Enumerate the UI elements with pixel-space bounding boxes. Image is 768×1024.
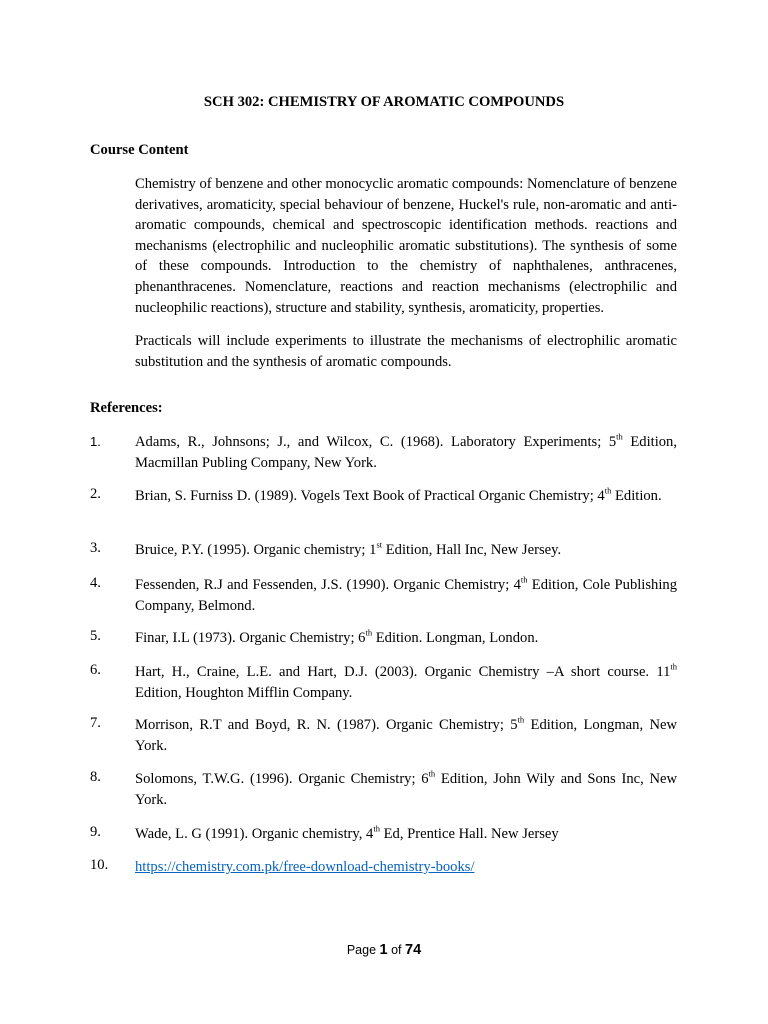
reference-text: Bruice, P.Y. (1995). Organic chemistry; 1st Edition, Hall Inc, New Jersey. bbox=[135, 539, 562, 558]
reference-text: Brian, S. Furniss D. (1989). Vogels Text Book of Practical Organic Chemistry; 4th Edition. bbox=[135, 485, 662, 504]
reference-text: Solomons, T.W.G. (1996). Organic Chemistry; 6th Edition, John Wily and Sons Inc, New York. bbox=[135, 768, 678, 808]
reference-number: 7. bbox=[90, 715, 101, 731]
total-pages: 74 bbox=[405, 942, 422, 958]
reference-number: 3. bbox=[90, 540, 101, 556]
reference-number: 4. bbox=[90, 575, 101, 591]
course-content-heading: Course Content bbox=[90, 142, 189, 158]
reference-text: Morrison, R.T and Boyd, R. N. (1987). Organic Chemistry; 5th Edition, Longman, New York. bbox=[135, 714, 678, 754]
reference-text: Wade, L. G (1991). Organic chemistry, 4th Ed, Prentice Hall. New Jersey bbox=[135, 823, 559, 842]
reference-number: 9. bbox=[90, 824, 101, 840]
reference-number: 2. bbox=[90, 486, 101, 502]
reference-number: 8. bbox=[90, 769, 101, 785]
reference-number: 10. bbox=[90, 857, 109, 873]
page-label: Page bbox=[346, 943, 377, 957]
of-label: of bbox=[391, 943, 402, 957]
page-number: 1 bbox=[379, 942, 388, 958]
page-footer bbox=[0, 942, 768, 958]
references-heading: References: bbox=[90, 400, 163, 416]
reference-number: 1. bbox=[90, 434, 101, 449]
reference-number: 6. bbox=[90, 662, 101, 678]
reference-text: Adams, R., Johnsons; J., and Wilcox, C. (1968). Laboratory Experiments; 5th Edition, Macmillan Publing Company, New York. bbox=[135, 431, 677, 471]
chemistry-books-link[interactable]: https://chemistry.com.pk/free-download-chemistry-books/ bbox=[135, 859, 475, 875]
reference-text: Hart, H., Craine, L.E. and Hart, D.J. (2003). Organic Chemistry –A short course. 11th Edition, Houghton Mifflin Company. bbox=[135, 661, 677, 701]
document-title: SCH 302: CHEMISTRY OF AROMATIC COMPOUNDS bbox=[203, 94, 565, 110]
reference-text: Finar, I.L (1973). Organic Chemistry; 6th Edition. Longman, London. bbox=[135, 627, 539, 646]
course-content-paragraph-1: Chemistry of benzene and other monocyclic aromatic compounds: Nomenclature of benzene derivatives, aromaticity, special behaviour of benzene, Huckel's rule, non-aromatic and anti-aromatic compounds, chemical and spectroscopic identification methods. reactions and mechanisms (electrophilic and nucleophilic aromatic substitutions). The synthesis of some of these compounds. Introduction to the chemistry of naphthalenes, anthracenes, phenanthracenes. Nomenclature, reactions and reaction mechanisms (electrophilic and nucleophilic reactions), structure and stability, synthesis, aromaticity, properties. bbox=[135, 176, 677, 316]
reference-link-container bbox=[135, 857, 677, 878]
reference-number: 5. bbox=[90, 628, 101, 644]
reference-text: Fessenden, R.J and Fessenden, J.S. (1990). Organic Chemistry; 4th Edition, Cole Publishing Company, Belmond. bbox=[135, 574, 677, 614]
course-content-paragraph-2: Practicals will include experiments to illustrate the mechanisms of electrophilic aromatic substitution and the synthesis of aromatic compounds. bbox=[135, 333, 677, 370]
